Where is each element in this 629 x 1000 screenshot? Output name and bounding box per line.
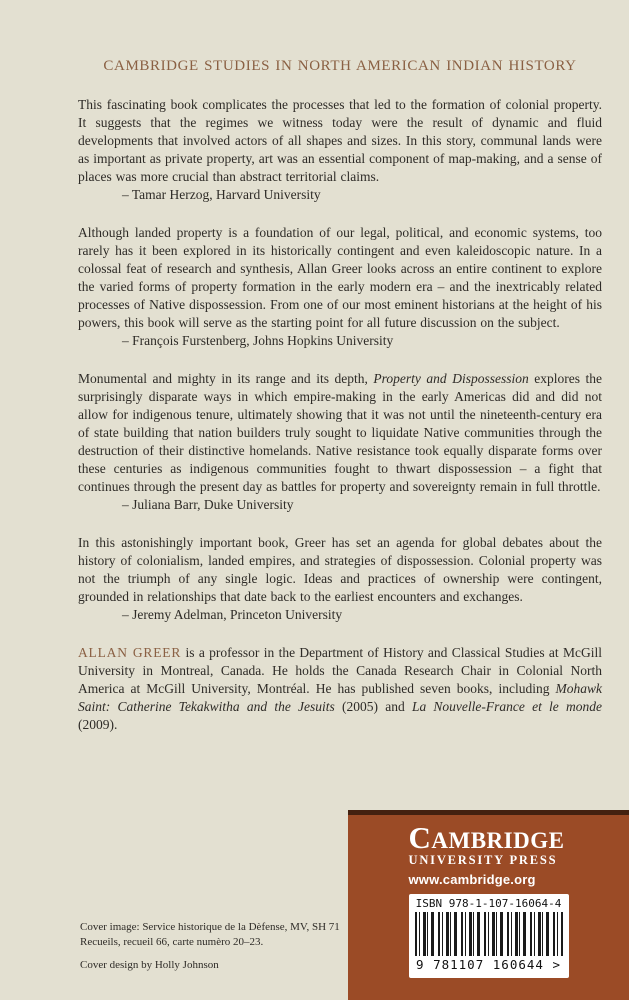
blurb-attribution: – Tamar Herzog, Harvard University — [122, 187, 321, 202]
blurb-text — [78, 370, 602, 496]
cover-credits — [80, 920, 350, 982]
text-segment: explores the surprisingly disparate ways in which empire-making in the early Americas did and did not allow for indigenous tenure, ultimately showing that it was not until the nineteenth-century era of state building that nation builders truly sought to liquidate Native communities through the destruction of their distinctive homelands. Native resistance took equally disparate forms over these centuries as indigenous communities fought to thwart dispossession – a fight that continues through the present day as battles for property and sovereignty remain in full throttle. — [78, 371, 603, 494]
text-segment: Mohawk Saint: Catherine Tekakwitha and the Jesuits — [78, 681, 602, 714]
isbn-barcode-box — [409, 894, 569, 978]
review-blurb — [78, 534, 602, 624]
text-segment: La Nouvelle-France et le monde — [411, 699, 603, 714]
review-blurb — [78, 96, 602, 204]
blurb-attribution: – Juliana Barr, Duke University — [122, 497, 294, 512]
publisher-panel — [348, 810, 629, 1000]
publisher-name: CAMBRIDGE — [408, 820, 565, 855]
text-segment: This fascinating book complicates the processes that led to the formation of colonial property. It suggests that the regimes we witness today were the result of dynamic and fluid developments that involved actors of all shapes and sizes. In this story, communal lands were as important as private property, art was an essential component of map-making, and a sense of places was more crucial than abstract territorial claims. — [78, 97, 602, 184]
blurb-text — [78, 224, 602, 332]
text-segment: Monumental and mighty in its range and its depth, — [78, 371, 374, 386]
publisher-url: www.cambridge.org — [408, 872, 536, 887]
text-segment: (2009). — [78, 717, 118, 732]
review-blurb — [78, 370, 602, 514]
series-title: CAMBRIDGE STUDIES IN NORTH AMERICAN INDIAN HISTORY — [103, 58, 577, 74]
blurb-attribution: – François Furstenberg, Johns Hopkins University — [122, 333, 394, 348]
author-bio-text — [78, 644, 602, 734]
blurb-text — [78, 534, 602, 606]
text-segment: is a professor in the Department of History and Classical Studies at McGill University in Montreal, Canada. He holds the Canada Research Chair in Colonial North America at McGill University, Montréal. He has published seven books, including — [78, 645, 603, 696]
blurb-text — [78, 96, 602, 186]
cambridge-university-press-logo — [408, 820, 569, 887]
text-segment: ALLAN GREER — [78, 645, 182, 660]
publisher-imprint: UNIVERSITY PRESS — [408, 853, 558, 867]
barcode-digits: 9 781107 160644 > — [416, 957, 561, 972]
cover-design-credit: Cover design by Holly Johnson — [80, 959, 219, 971]
text-segment: Although landed property is a foundation of our legal, political, and economic systems, too rarely has it been explored in its historically contingent and even kaleidoscopic nature. In a colossal feat of research and synthesis, Allan Greer looks across an entire continent to explore the varied forms of property formation in the early modern era – and the inextricably related processes of Native dispossession. From one of our most eminent historians at the height of his powers, this book will serve as the starting point for all future discussion on the subject. — [78, 225, 602, 330]
text-segment: In this astonishingly important book, Greer has set an agenda for global debates about the history of colonialism, landed empires, and strategies of dispossession. Colonial property was not the triumph of any single logic. Ideas and practices of ownership were contingent, grounded in relationships that date back to the earliest encounters and exchanges. — [78, 535, 602, 604]
author-bio — [78, 644, 602, 734]
barcode-icon — [415, 912, 563, 956]
cover-image-credit: Cover image: Service historique de la Dèfense, MV, SH 71 Recueils, recueil 66, carte numèro 20–23. — [80, 921, 340, 948]
text-segment: Property and Dispossession — [373, 371, 529, 386]
isbn-label: ISBN 978-1-107-16064-4 — [415, 897, 562, 910]
text-segment: (2005) and — [334, 699, 412, 714]
review-blurb — [78, 224, 602, 350]
blurb-attribution: – Jeremy Adelman, Princeton University — [122, 607, 343, 622]
